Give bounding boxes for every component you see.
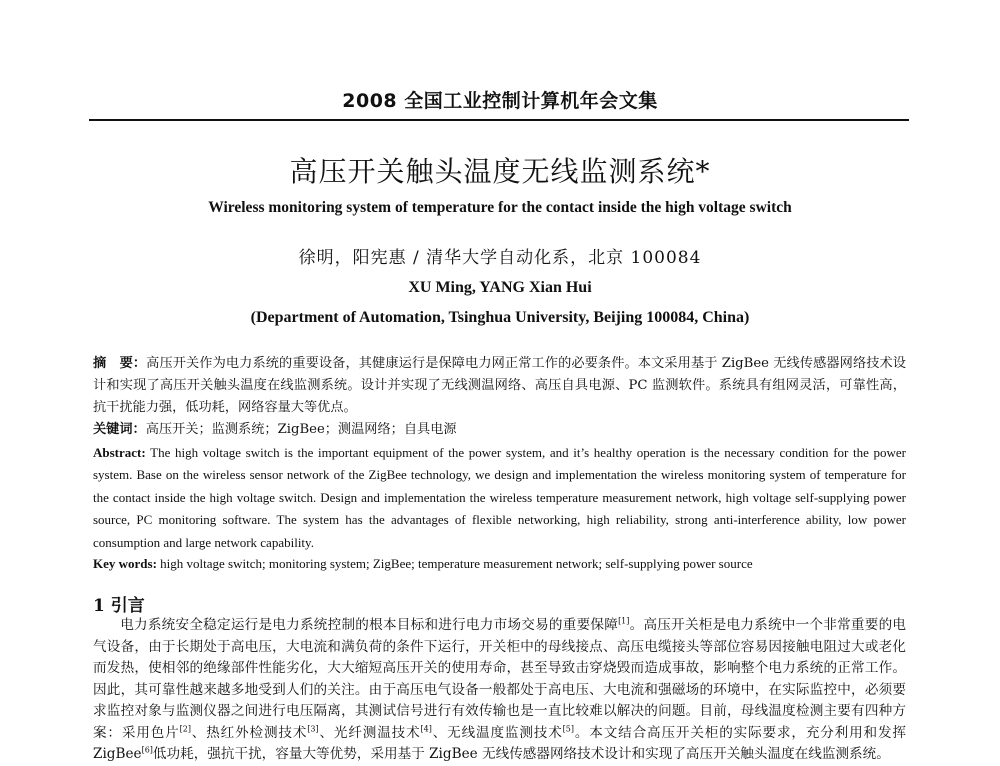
body-part: 、热红外检测技术 <box>190 724 308 741</box>
citation: [1] <box>618 616 630 626</box>
keywords-chinese-text: 高压开关；监测系统；ZigBee；测温网络；自具电源 <box>145 422 457 437</box>
citation: [5] <box>562 723 574 733</box>
abstract-english-label: Abstract: <box>93 445 146 460</box>
abstract-english <box>93 442 906 554</box>
citation: [4] <box>420 723 432 733</box>
keywords-chinese-label: 关键词： <box>93 422 146 437</box>
citation: [3] <box>307 723 319 733</box>
body-part: 、无线温度监测技术 <box>431 724 563 741</box>
section-heading: 1 引言 <box>93 596 145 616</box>
keywords-english <box>93 553 906 575</box>
abstract-chinese <box>93 353 906 419</box>
paper-title <box>0 150 1000 190</box>
keywords-english-label: Key words: <box>93 556 157 571</box>
header-rule <box>89 119 909 121</box>
authors-chinese: 徐明，阳宪惠 / 清华大学自动化系，北京 100084 <box>298 248 702 268</box>
citation: [6] <box>141 745 153 755</box>
body-part: 、光纤测温技术 <box>318 724 421 741</box>
keywords-chinese <box>93 419 906 441</box>
citation: [2] <box>179 723 191 733</box>
body-part: 。高压开关柜是电力系统中一个非常重要的电气设备，由于长期处于高电压，大电流和满负荷的条件下运行，开关柜中的母线接点、高压电缆接头等部位容易因接触电阻过大或老化而发热，使相邻的绝缘部件性能劣化，大大缩短高压开关的使用寿命，甚至导致击穿烧毁而造成事故，影响整个电力系统的正常工作。因此，其可靠性越来越多地受到人们的关注。由于高压电气设备一般都处于高电压、大电流和强磁场的环境中，在实际监控中，必须要求监控对象与监测仪器之间进行电压隔离，其测试信号进行有效传输也是一直比较难以解决的问题。目前，母线温度检测主要有四种方案：采用色片 <box>93 617 907 741</box>
abstract-chinese-label: 摘 要： <box>93 356 147 371</box>
title-footnote-mark: * <box>695 155 711 188</box>
body-part: 。本文结合高压开关柜的实际要求，充分利用和发挥 ZigBee <box>93 724 907 762</box>
affiliation-english: (Department of Automation, Tsinghua University, Beijing 100084, China) <box>250 309 750 326</box>
keywords-english-text: high voltage switch; monitoring system; ZigBee; temperature measurement network; self-supplying power source <box>160 556 753 571</box>
running-header: 2008 全国工业控制计算机年会文集 <box>342 90 658 112</box>
abstract-english-text: The high voltage switch is the important equipment of the power system, and it’s healthy operation is the necessary condition for the power system. Base on the wireless sensor network of the ZigBee technology, we design and implementation the wireless monitoring system of temperature for the contact inside the high voltage switch. Design and implementation the wireless temperature measurement network, high voltage self-supplying power source, PC monitoring software. The system has the advantages of flexible networking, high reliability, strong anti-interference ability, low power consumption and large network capability. <box>93 445 906 550</box>
paper-title-text: 高压开关触头温度无线监测系统 <box>289 155 696 188</box>
paper-title-english: Wireless monitoring system of temperature for the contact inside the high voltage switch <box>208 199 792 216</box>
body-part: 低功耗，强抗干扰，容量大等优势，采用基于 ZigBee 无线传感器网络技术设计和实现了高压开关触头温度在线监测系统。 <box>152 746 890 762</box>
body-part: 电力系统安全稳定运行是电力系统控制的根本目标和进行电力市场交易的重要保障 <box>120 617 619 633</box>
authors-english: XU Ming, YANG Xian Hui <box>408 279 592 296</box>
section-body <box>93 615 906 766</box>
abstract-chinese-text: 高压开关作为电力系统的重要设备，其健康运行是保障电力网正常工作的必要条件。本文采用基于 ZigBee 无线传感器网络技术设计和实现了高压开关触头温度在线监测系统。设计并实现了无线测温网络、高压自具电源、PC 监测软件。系统具有组网灵活，可靠性高，抗干扰能力强，低功耗，网络容量大等优点。 <box>93 356 906 415</box>
